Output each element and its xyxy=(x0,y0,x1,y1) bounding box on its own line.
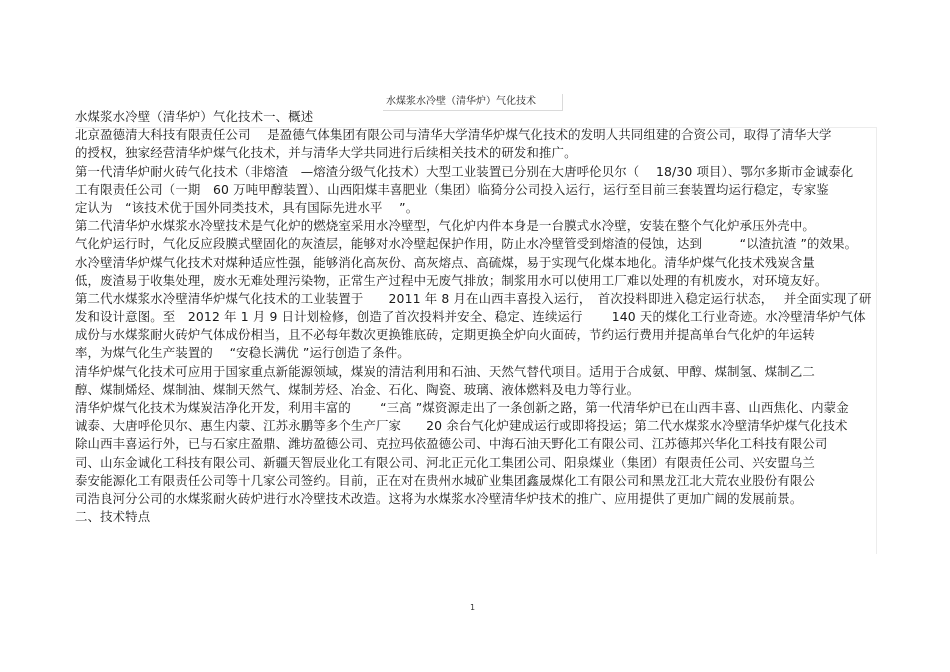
body-line: 的授权，独家经营清华炉煤气化技术，并与清华大学共同进行后续相关技术的研发和推广。 xyxy=(75,145,577,161)
body-line: 醇、煤制烯烃、煤制油、煤制天然气、煤制芳烃、冶金、石化、陶瓷、玻璃、液体燃料及电力等行业。 xyxy=(75,381,640,397)
body-line: 第二代水煤浆水冷壁清华炉煤气化技术的工业装置于 2011 年 8 月在山西丰喜投入运行， 首次投料即进入稳定运行状态， 并全面实现了研 xyxy=(75,290,872,306)
page-header-title: 水煤浆水冷壁（清华炉）气化技术 xyxy=(386,96,536,107)
body-line: 诚泰、大唐呼伦贝尔、惠生内蒙、江苏永鹏等多个生产厂家 20 余台气化炉建成运行或即将投运；第二代水煤浆水冷壁清华炉煤气化技术 xyxy=(75,418,848,434)
body-line: 司浩良河分公司的水煤浆耐火砖炉进行水冷壁技术改造。这将为水煤浆水冷壁清华炉技术的推广、应用提供了更加广阔的发展前景。 xyxy=(75,490,803,506)
body-line: 第一代清华炉耐火砖气化技术（非熔渣 —熔渣分级气化技术）大型工业装置已分别在大唐呼伦贝尔（ 18/30 项目）、鄂尔多斯市金诚泰化 xyxy=(75,163,854,179)
body-line: 泰安能源化工有限责任公司等十几家公司签约。目前，正在对在贵州水城矿业集团鑫晟煤化工有限公司和黑龙江北大荒农业股份有限公 xyxy=(75,472,815,488)
body-line: 第二代清华炉水煤浆水冷壁技术是气化炉的燃烧室采用水冷壁型，气化炉内件本身是一台膜式水冷壁，安装在整个气化炉承压外壳中。 xyxy=(75,218,815,234)
section-heading-features: 二、技术特点 xyxy=(75,509,151,525)
body-line: 除山西丰喜运行外，已与石家庄盈鼎、潍坊盈德公司、克拉玛依盈德公司、中海石油天野化工有限公司、江苏德邦兴华化工科技有限公司 xyxy=(75,436,828,452)
body-line: 成份与水煤浆耐火砖炉气体成份相当，且不必每年数次更换锥底砖，定期更换全炉向火面砖，节约运行费用并提高单台气化炉的年运转 xyxy=(75,327,815,343)
body-line: 气化炉运行时，气化反应段膜式壁固化的灰渣层，能够对水冷壁起保护作用，防止水冷壁管受到熔渣的侵蚀，达到 “以渣抗渣 ”的效果。 xyxy=(75,236,858,252)
page-number: 1 xyxy=(470,603,476,612)
body-line: 率，为煤气化生产装置的 “安稳长满优 ”运行创造了条件。 xyxy=(75,345,410,361)
document-body xyxy=(75,108,885,526)
body-line: 司、山东金诚化工科技有限公司、新疆天智辰业化工有限公司、河北正元化工集团公司、阳泉煤业（集团）有限责任公司、兴安盟乌兰 xyxy=(75,454,815,470)
body-line: 水冷壁清华炉煤气化技术对煤种适应性强，能够消化高灰份、高灰熔点、高硫煤，易于实现气化煤本地化。清华炉煤气化技术残炭含量 xyxy=(75,254,815,270)
body-line: 定认为 “该技术优于国外同类技术，具有国际先进水平 ”。 xyxy=(75,199,419,215)
body-line: 低，废渣易于收集处理，废水无难处理污染物，正常生产过程中无废气排放；制浆用水可以使用工厂难以处理的有机废水，对环境友好。 xyxy=(75,272,828,288)
body-line: 发和设计意图。至 2012 年 1 月 9 日计划检修，创造了首次投料并安全、稳定、连续运行 140 天的煤化工行业奇迹。水冷壁清华炉气体 xyxy=(75,309,866,325)
body-line: 北京盈德清大科技有限责任公司 是盈德气体集团有限公司与清华大学清华炉煤气化技术的发明人共同组建的合资公司，取得了清华大学 xyxy=(75,127,832,143)
body-line: 清华炉煤气化技术可应用于国家重点新能源领域，煤炭的清洁利用和石油、天然气替代项目。适用于合成氨、甲醇、煤制氢、煤制乙二 xyxy=(75,363,815,379)
section-heading-overview: 水煤浆水冷壁（清华炉）气化技术一、概述 xyxy=(75,109,314,124)
body-line: 清华炉煤气化技术为煤炭洁净化开发，利用丰富的 “三高 ”煤资源走出了一条创新之路，第一代清华炉已在山西丰喜、山西焦化、内蒙金 xyxy=(75,400,849,415)
body-line: 工有限责任公司（一期 60 万吨甲醇装置）、山西阳煤丰喜肥业（集团）临猗分公司投入运行，运行至目前三套装置均运行稳定，专家鉴 xyxy=(75,181,829,197)
